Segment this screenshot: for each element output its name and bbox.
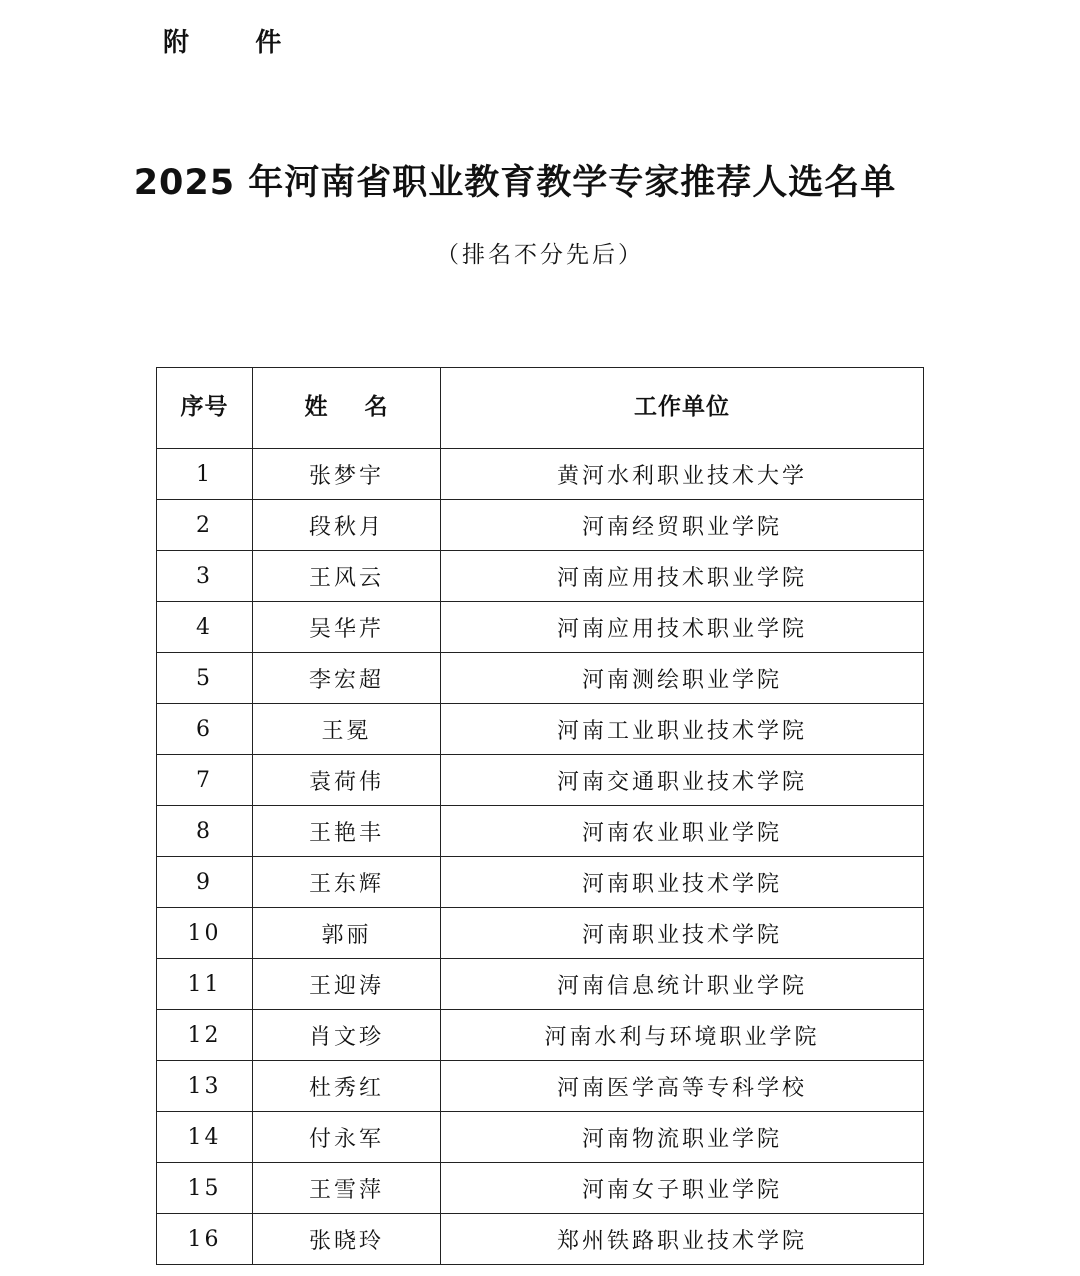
row-name: 李宏超 xyxy=(253,653,441,704)
row-work-unit: 河南信息统计职业学院 xyxy=(441,959,924,1010)
document-title: 2025 年河南省职业教育教学专家推荐人选名单 xyxy=(133,163,897,203)
table-row xyxy=(157,806,924,857)
row-name: 王迎涛 xyxy=(253,959,441,1010)
table-row xyxy=(157,551,924,602)
row-work-unit: 河南医学高等专科学校 xyxy=(441,1061,924,1112)
table-row xyxy=(157,1010,924,1061)
row-work-unit: 河南职业技术学院 xyxy=(441,908,924,959)
row-work-unit: 河南水利与环境职业学院 xyxy=(441,1010,924,1061)
recommendation-table xyxy=(156,367,924,1265)
row-work-unit: 黄河水利职业技术大学 xyxy=(441,449,924,500)
row-work-unit: 河南应用技术职业学院 xyxy=(441,602,924,653)
row-number: 13 xyxy=(157,1061,253,1112)
row-number: 9 xyxy=(157,857,253,908)
row-work-unit: 河南职业技术学院 xyxy=(441,857,924,908)
row-work-unit: 河南测绘职业学院 xyxy=(441,653,924,704)
table-row xyxy=(157,653,924,704)
row-name: 郭丽 xyxy=(253,908,441,959)
row-number: 2 xyxy=(157,500,253,551)
table-row xyxy=(157,1214,924,1265)
table-row xyxy=(157,908,924,959)
row-work-unit: 河南物流职业学院 xyxy=(441,1112,924,1163)
document-subtitle: （排名不分先后） xyxy=(436,242,644,268)
row-name: 王雪萍 xyxy=(253,1163,441,1214)
table-row xyxy=(157,449,924,500)
row-number: 1 xyxy=(157,449,253,500)
table-header-row xyxy=(157,368,924,449)
row-name: 张晓玲 xyxy=(253,1214,441,1265)
row-number: 16 xyxy=(157,1214,253,1265)
row-number: 10 xyxy=(157,908,253,959)
row-number: 8 xyxy=(157,806,253,857)
row-work-unit: 河南农业职业学院 xyxy=(441,806,924,857)
row-name: 张梦宇 xyxy=(253,449,441,500)
row-name: 王艳丰 xyxy=(253,806,441,857)
row-number: 14 xyxy=(157,1112,253,1163)
row-number: 4 xyxy=(157,602,253,653)
row-name: 袁荷伟 xyxy=(253,755,441,806)
row-work-unit: 河南应用技术职业学院 xyxy=(441,551,924,602)
row-number: 15 xyxy=(157,1163,253,1214)
row-name: 付永军 xyxy=(253,1112,441,1163)
row-name: 杜秀红 xyxy=(253,1061,441,1112)
row-name: 王风云 xyxy=(253,551,441,602)
row-work-unit: 河南女子职业学院 xyxy=(441,1163,924,1214)
table-row xyxy=(157,755,924,806)
row-name: 肖文珍 xyxy=(253,1010,441,1061)
row-name: 段秋月 xyxy=(253,500,441,551)
table-row xyxy=(157,704,924,755)
header-number: 序号 xyxy=(157,368,253,449)
table-row xyxy=(157,500,924,551)
row-number: 11 xyxy=(157,959,253,1010)
row-number: 3 xyxy=(157,551,253,602)
row-number: 6 xyxy=(157,704,253,755)
row-number: 7 xyxy=(157,755,253,806)
header-work-unit: 工作单位 xyxy=(441,368,924,449)
row-work-unit: 河南经贸职业学院 xyxy=(441,500,924,551)
row-name: 吴华芹 xyxy=(253,602,441,653)
table-row xyxy=(157,1163,924,1214)
row-name: 王冕 xyxy=(253,704,441,755)
row-name: 王东辉 xyxy=(253,857,441,908)
row-work-unit: 郑州铁路职业技术学院 xyxy=(441,1214,924,1265)
row-number: 5 xyxy=(157,653,253,704)
table-row xyxy=(157,959,924,1010)
row-number: 12 xyxy=(157,1010,253,1061)
row-work-unit: 河南交通职业技术学院 xyxy=(441,755,924,806)
table-row xyxy=(157,1112,924,1163)
header-name: 姓 名 xyxy=(253,368,441,449)
table-row xyxy=(157,857,924,908)
table-row xyxy=(157,1061,924,1112)
attachment-label: 附 件 xyxy=(163,28,288,58)
table-row xyxy=(157,602,924,653)
row-work-unit: 河南工业职业技术学院 xyxy=(441,704,924,755)
table-body xyxy=(157,449,924,1265)
